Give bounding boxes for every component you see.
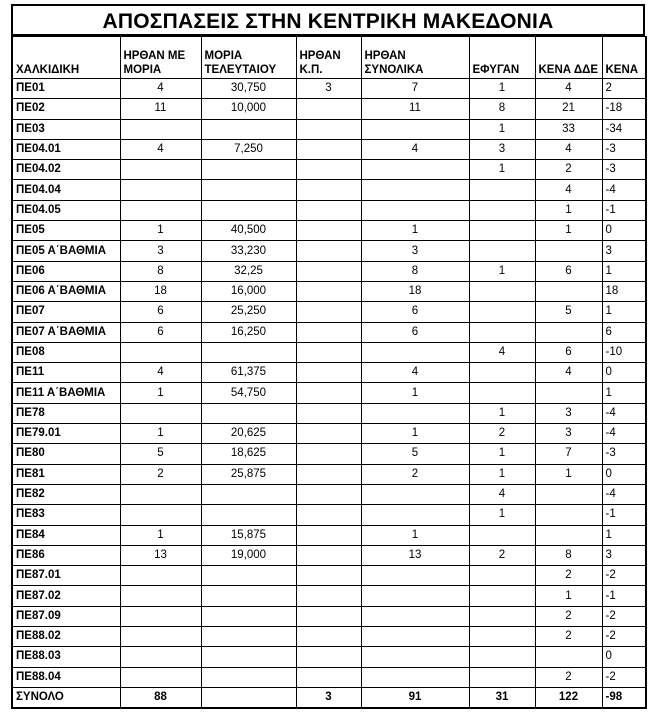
cell: 4 [120,79,201,99]
cell: 6 [361,322,469,342]
cell: 3 [361,241,469,261]
cell: 3 [535,424,602,444]
cell: 3 [296,687,361,708]
cell [296,383,361,403]
table-row [12,363,646,383]
cell: 21 [535,99,602,119]
cell [469,363,535,383]
cell: 16,250 [201,322,296,342]
cell [120,606,201,626]
cell [296,586,361,606]
table-row [12,302,646,322]
total-label: ΣΥΝΟΛΟ [12,687,120,708]
cell: -2 [602,627,646,647]
cell [201,647,296,667]
cell: 1 [469,119,535,139]
cell [361,403,469,423]
header-row [12,37,646,79]
cell: 0 [602,464,646,484]
cell: -34 [602,119,646,139]
table-row [12,484,646,504]
specialty-code: ΠΕ11 [12,363,120,383]
cell [296,302,361,322]
cell [535,484,602,504]
cell [296,667,361,687]
cell: 3 [469,139,535,159]
specialty-code: ΠΕ05 Α΄ΒΑΘΜΙΑ [12,241,120,261]
cell [535,525,602,545]
specialty-code: ΠΕ02 [12,99,120,119]
cell: 2 [535,566,602,586]
cell: 13 [361,545,469,565]
cell [361,484,469,504]
cell: 1 [361,383,469,403]
cell: -3 [602,139,646,159]
cell: -2 [602,667,646,687]
cell [296,160,361,180]
cell: -4 [602,180,646,200]
cell: 20,625 [201,424,296,444]
cell: 1 [535,586,602,606]
cell [469,606,535,626]
cell: 1 [469,403,535,423]
cell [296,647,361,667]
specialty-code: ΠΕ03 [12,119,120,139]
cell [535,505,602,525]
cell: 1 [469,464,535,484]
cell: 4 [361,363,469,383]
table-row [12,322,646,342]
cell: 61,375 [201,363,296,383]
cell: -1 [602,505,646,525]
cell [201,667,296,687]
cell: 18 [120,281,201,301]
cell [120,200,201,220]
cell [535,241,602,261]
specialty-code: ΠΕ04.04 [12,180,120,200]
cell: 31 [469,687,535,708]
specialty-code: ΠΕ88.03 [12,647,120,667]
cell: 91 [361,687,469,708]
table-row [12,586,646,606]
cell: 15,875 [201,525,296,545]
cell: 2 [469,424,535,444]
cell: 4 [535,363,602,383]
cell: 4 [535,79,602,99]
specialty-code: ΠΕ81 [12,464,120,484]
header-cell: ΗΡΘΑΝ Κ.Π. [296,37,361,79]
cell [120,342,201,362]
cell: -2 [602,606,646,626]
specialty-code: ΠΕ11 Α΄ΒΑΘΜΙΑ [12,383,120,403]
cell [296,322,361,342]
cell [120,505,201,525]
cell: 5 [120,444,201,464]
cell: 3 [602,545,646,565]
specialty-code: ΠΕ07 Α΄ΒΑΘΜΙΑ [12,322,120,342]
table-row [12,606,646,626]
cell [296,221,361,241]
cell [361,342,469,362]
cell: 2 [602,79,646,99]
cell [201,505,296,525]
cell [120,180,201,200]
cell [296,241,361,261]
specialty-code: ΠΕ88.02 [12,627,120,647]
cell [296,119,361,139]
cell: 4 [469,484,535,504]
cell [296,444,361,464]
cell: 1 [602,383,646,403]
cell: -98 [602,687,646,708]
table-row [12,424,646,444]
cell [361,606,469,626]
cell: 4 [120,363,201,383]
table-title: ΑΠΟΣΠΑΣΕΙΣ ΣΤΗΝ ΚΕΝΤΡΙΚΗ ΜΑΚΕΔΟΝΙΑ [11,4,645,36]
cell [361,180,469,200]
cell: 25,875 [201,464,296,484]
table-row [12,281,646,301]
cell [296,464,361,484]
cell [361,160,469,180]
cell [535,383,602,403]
cell: -3 [602,444,646,464]
cell: -10 [602,342,646,362]
cell [120,160,201,180]
table-row [12,525,646,545]
cell: 3 [602,241,646,261]
cell [296,484,361,504]
table-body [12,79,646,709]
cell [361,200,469,220]
header-cell: ΗΡΘΑΝ ΣΥΝΟΛΙΚΑ [361,37,469,79]
cell [361,647,469,667]
cell [361,586,469,606]
cell: 0 [602,363,646,383]
cell: -4 [602,484,646,504]
header-cell: ΧΑΛΚΙΔΙΚΗ [12,37,120,79]
cell: 1 [535,221,602,241]
table-row [12,79,646,99]
specialty-code: ΠΕ07 [12,302,120,322]
cell [535,281,602,301]
cell: 6 [120,302,201,322]
specialty-code: ΠΕ80 [12,444,120,464]
table-row [12,99,646,119]
specialty-code: ΠΕ05 [12,221,120,241]
cell: 1 [469,79,535,99]
cell: 33 [535,119,602,139]
cell: 2 [535,160,602,180]
cell: 4 [361,139,469,159]
cell [296,139,361,159]
cell [201,687,296,708]
cell [469,200,535,220]
cell: 18 [361,281,469,301]
table-row [12,383,646,403]
specialty-code: ΠΕ78 [12,403,120,423]
cell: -4 [602,424,646,444]
cell [469,302,535,322]
specialty-code: ΠΕ87.01 [12,566,120,586]
cell [469,241,535,261]
cell: 10,000 [201,99,296,119]
cell [469,586,535,606]
cell [120,667,201,687]
cell: 1 [469,444,535,464]
secondments-table [11,36,647,709]
cell: 19,000 [201,545,296,565]
cell: 0 [602,647,646,667]
cell [296,606,361,626]
header-cell: ΚΕΝΑ [602,37,646,79]
cell [296,545,361,565]
cell: 1 [361,221,469,241]
cell: -2 [602,566,646,586]
table-row [12,545,646,565]
cell: 88 [120,687,201,708]
cell: 30,750 [201,79,296,99]
table-row [12,403,646,423]
cell [535,322,602,342]
cell [201,342,296,362]
cell [296,200,361,220]
cell: 1 [361,424,469,444]
specialty-code: ΠΕ82 [12,484,120,504]
cell [120,484,201,504]
cell [120,119,201,139]
cell: 18 [602,281,646,301]
cell [201,160,296,180]
cell: 2 [120,464,201,484]
cell: 3 [535,403,602,423]
cell: 16,000 [201,281,296,301]
specialty-code: ΠΕ83 [12,505,120,525]
cell: 1 [469,261,535,281]
cell: 6 [361,302,469,322]
table-row [12,342,646,362]
cell: 2 [535,667,602,687]
header-cell: ΜΟΡΙΑ ΤΕΛΕΥΤΑΙΟΥ [201,37,296,79]
cell [296,403,361,423]
cell: 25,250 [201,302,296,322]
header-cell: ΚΕΝΑ ΔΔΕ [535,37,602,79]
cell: 1 [602,261,646,281]
cell [361,667,469,687]
cell [296,261,361,281]
specialty-code: ΠΕ01 [12,79,120,99]
cell: 122 [535,687,602,708]
cell: 2 [535,606,602,626]
cell: 1 [602,525,646,545]
table-row [12,647,646,667]
cell: 1 [361,525,469,545]
specialty-code: ΠΕ08 [12,342,120,362]
cell: -18 [602,99,646,119]
table-row [12,200,646,220]
cell [296,342,361,362]
cell [469,322,535,342]
cell: 11 [120,99,201,119]
cell: 1 [602,302,646,322]
cell [361,505,469,525]
cell [120,647,201,667]
cell: 13 [120,545,201,565]
table-row [12,160,646,180]
cell: 18,625 [201,444,296,464]
cell: 1 [120,383,201,403]
cell [296,99,361,119]
cell: 7,250 [201,139,296,159]
cell: 8 [535,545,602,565]
table-row [12,119,646,139]
table-row [12,180,646,200]
specialty-code: ΠΕ86 [12,545,120,565]
table-row [12,221,646,241]
specialty-code: ΠΕ06 Α΄ΒΑΘΜΙΑ [12,281,120,301]
cell [120,627,201,647]
cell: 0 [602,221,646,241]
cell: -3 [602,160,646,180]
total-row [12,687,646,708]
specialty-code: ΠΕ87.09 [12,606,120,626]
cell [120,403,201,423]
cell: 7 [361,79,469,99]
cell [201,403,296,423]
cell [120,586,201,606]
cell: 40,500 [201,221,296,241]
cell: 6 [602,322,646,342]
cell: -4 [602,403,646,423]
cell [296,424,361,444]
cell [296,505,361,525]
cell: -1 [602,586,646,606]
specialty-code: ΠΕ04.02 [12,160,120,180]
table-row [12,566,646,586]
cell [469,281,535,301]
cell: 4 [535,139,602,159]
table-row [12,444,646,464]
cell: 1 [120,221,201,241]
cell [361,119,469,139]
specialty-code: ΠΕ79.01 [12,424,120,444]
cell: 4 [535,180,602,200]
cell: 2 [535,627,602,647]
cell [201,627,296,647]
cell [201,119,296,139]
table-row [12,627,646,647]
cell: 4 [120,139,201,159]
cell: 54,750 [201,383,296,403]
cell: 1 [535,464,602,484]
cell [201,484,296,504]
cell: 6 [535,261,602,281]
cell [469,667,535,687]
cell [296,566,361,586]
cell [469,525,535,545]
table-row [12,261,646,281]
cell: -1 [602,200,646,220]
cell [120,566,201,586]
cell [469,566,535,586]
cell: 33,230 [201,241,296,261]
header-cell: ΕΦΥΓΑΝ [469,37,535,79]
specialty-code: ΠΕ04.01 [12,139,120,159]
cell [201,566,296,586]
cell [296,281,361,301]
table-row [12,241,646,261]
cell: 8 [361,261,469,281]
specialty-code: ΠΕ04.05 [12,200,120,220]
cell [201,200,296,220]
cell [469,383,535,403]
cell [296,525,361,545]
cell [469,627,535,647]
table-row [12,464,646,484]
table-row [12,505,646,525]
cell [201,180,296,200]
cell: 7 [535,444,602,464]
specialty-code: ΠΕ06 [12,261,120,281]
cell: 1 [120,424,201,444]
cell: 32,25 [201,261,296,281]
cell: 8 [469,99,535,119]
cell [469,180,535,200]
cell: 3 [296,79,361,99]
cell: 2 [469,545,535,565]
cell [296,363,361,383]
cell: 1 [469,505,535,525]
cell: 4 [469,342,535,362]
specialty-code: ΠΕ84 [12,525,120,545]
specialty-code: ΠΕ88.04 [12,667,120,687]
cell [469,647,535,667]
cell: 11 [361,99,469,119]
table-row [12,139,646,159]
cell [469,221,535,241]
cell: 6 [535,342,602,362]
cell: 5 [535,302,602,322]
spreadsheet [11,4,645,709]
cell: 1 [120,525,201,545]
cell: 5 [361,444,469,464]
cell: 2 [361,464,469,484]
cell [201,586,296,606]
cell [296,627,361,647]
cell [361,566,469,586]
cell [535,647,602,667]
table-row [12,667,646,687]
cell: 1 [469,160,535,180]
cell: 3 [120,241,201,261]
cell [296,180,361,200]
cell: 8 [120,261,201,281]
cell [201,606,296,626]
cell: 6 [120,322,201,342]
header-cell: ΗΡΘΑΝ ΜΕ ΜΟΡΙΑ [120,37,201,79]
specialty-code: ΠΕ87.02 [12,586,120,606]
cell: 1 [535,200,602,220]
cell [361,627,469,647]
